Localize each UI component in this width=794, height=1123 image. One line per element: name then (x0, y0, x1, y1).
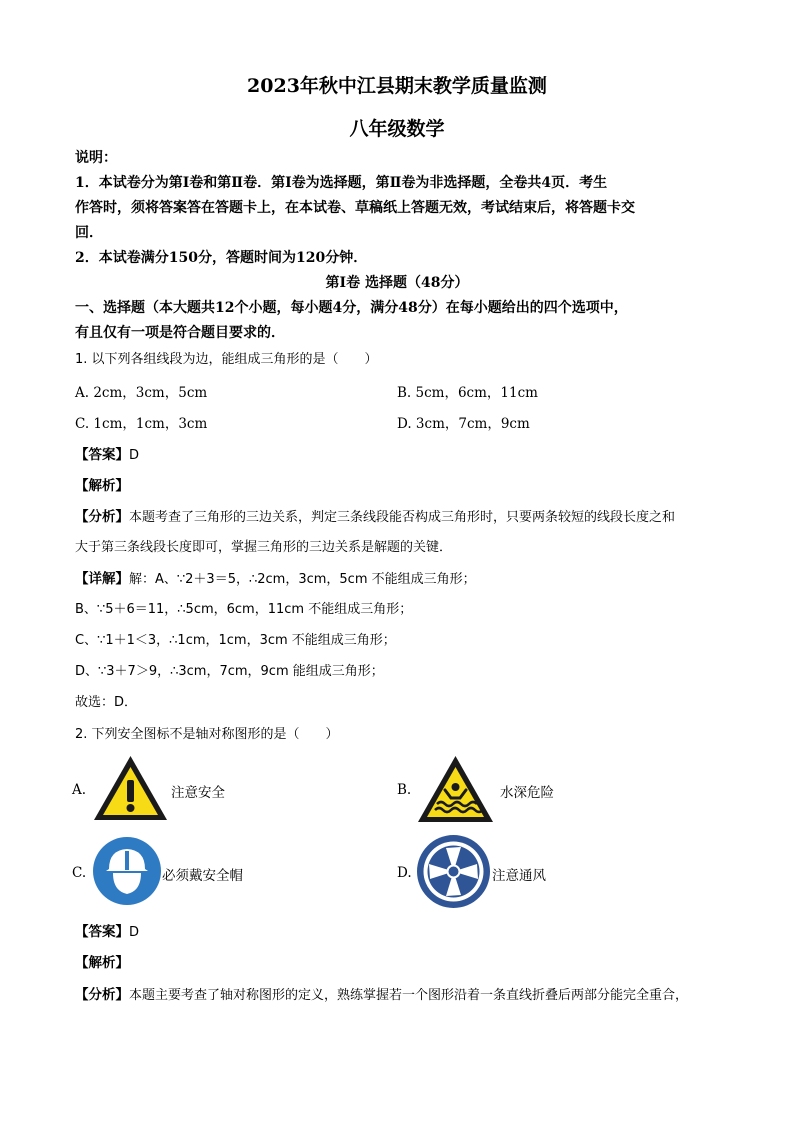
q2-option-d-letter: D. (397, 865, 412, 881)
q2-option-b-label: 水深危险 (500, 785, 554, 801)
instructions-heading: 说明： (75, 150, 117, 166)
q1-analysis-tag: 【解析】 (75, 478, 129, 494)
q1-answer: D (129, 448, 140, 463)
instruction-line-1c: 回． (75, 225, 103, 241)
instruction-line-1a: 1．本试卷分为第Ⅰ卷和第Ⅱ卷．第Ⅰ卷为选择题，第Ⅱ卷为非选择题，全卷共4页．考生 (75, 175, 608, 191)
q1-answer-tag: 【答案】 (75, 447, 129, 463)
q2-option-c-label: 必须戴安全帽 (162, 868, 243, 884)
q1-detail-2: B、∵5＋6＝11，∴5cm，6cm，11cm 不能组成三角形； (75, 602, 413, 617)
instruction-line-2: 2．本试卷满分150分，答题时间为120分钟． (75, 250, 368, 266)
q2-option-b-letter: B. (397, 782, 412, 798)
q1-fenxi-tag: 【分析】 (75, 509, 129, 525)
q2-option-a-label: 注意安全 (171, 785, 225, 801)
q1-detail-row-1 (75, 567, 476, 587)
q2-analysis-tag: 【解析】 (75, 955, 129, 971)
q2-option-d-label: 注意通风 (492, 868, 546, 884)
ventilation-icon (416, 834, 491, 909)
q1-option-a: A. 2cm，3cm，5cm (75, 385, 208, 401)
page-title: 2023年秋中江县期末教学质量监测 (247, 75, 547, 97)
q2-fenxi-tag: 【分析】 (75, 987, 129, 1003)
q2-fenxi-row-1 (75, 983, 688, 1003)
warning-triangle-icon (92, 754, 169, 822)
deep-water-icon (416, 754, 495, 824)
q2-answer-tag: 【答案】 (75, 924, 129, 940)
q1-detail-3: C、∵1＋1＜3，∴1cm，1cm，3cm 不能组成三角形； (75, 633, 396, 648)
q2-stem: 2. 下列安全图标不是轴对称图形的是（ ） (75, 727, 339, 742)
q1-option-c: C. 1cm，1cm，3cm (75, 416, 208, 432)
q1-fenxi-1: 本题考查了三角形的三边关系，判定三条线段能否构成三角形时，只要两条较短的线段长度之和 (129, 510, 676, 525)
q1-fenxi-2: 大于第三条线段长度即可，掌握三角形的三边关系是解题的关键． (75, 540, 453, 555)
q1-fenxi-row-1 (75, 505, 675, 525)
q1-option-d: D. 3cm，7cm，9cm (397, 416, 530, 432)
q1-stem: 1. 以下列各组线段为边，能组成三角形的是（ ） (75, 352, 378, 367)
section-desc-2: 有且仅有一项是符合题目要求的． (75, 325, 285, 341)
q1-answer-row (75, 443, 139, 463)
q2-fenxi-1: 本题主要考查了轴对称图形的定义，熟练掌握若一个图形沿着一条直线折叠后两部分能完全重合， (129, 988, 689, 1003)
section-desc-1: 一、选择题（本大题共12个小题，每小题4分，满分48分）在每小题给出的四个选项中， (75, 300, 628, 316)
helmet-icon (92, 836, 162, 906)
q2-option-c-letter: C. (72, 865, 87, 881)
q1-detail-1: 解：A、∵2＋3＝5，∴2cm，3cm，5cm 不能组成三角形； (129, 572, 476, 587)
q1-conclusion: 故选：D． (75, 695, 138, 710)
q2-answer: D (129, 925, 140, 940)
q2-answer-row (75, 920, 139, 940)
instruction-line-1b: 作答时，须将答案答在答题卡上，在本试卷、草稿纸上答题无效，考试结束后，将答题卡交 (75, 200, 635, 216)
q1-detail-tag: 【详解】 (75, 571, 129, 587)
page-subtitle: 八年级数学 (349, 118, 445, 140)
q2-option-a-letter: A. (72, 782, 87, 798)
q1-option-b: B. 5cm，6cm，11cm (397, 385, 538, 401)
section-title: 第Ⅰ卷 选择题（48分） (325, 275, 469, 291)
q1-detail-4: D、∵3＋7＞9，∴3cm，7cm，9cm 能组成三角形； (75, 664, 384, 679)
